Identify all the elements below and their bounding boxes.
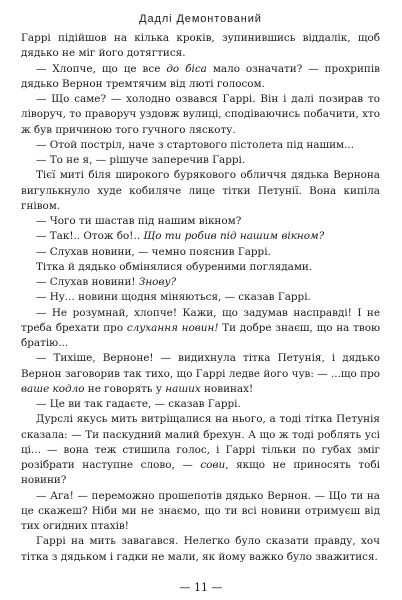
paragraph: — Тихіше, Верноне! — видихнула тітка Петунія, і дядько Вернон заговорив так тихо, що Гаррі ледве його чув: — ...що про ваше кодло не говорять у наших новинах! (21, 352, 380, 395)
paragraph: — Так!.. Отож бо!.. Що ти робив під нашим вікном? (36, 230, 325, 243)
paragraph: — Хлопче, що це все до біса мало означати? — прохрипів дядько Вернон тремтячим від люті голосом. (21, 62, 380, 90)
paragraph: — Слухав новини! Знову? (36, 276, 177, 288)
paragraph: Тітка й дядько обмінялися обуреними поглядами. (36, 260, 313, 273)
body-text (21, 31, 380, 565)
paragraph: — Слухав новини, — чемно пояснив Гаррі. (36, 245, 271, 258)
paragraph: — Отой постріл, наче з стартового пістолета під нашим... (36, 138, 355, 151)
paragraph: — То не я, — рішуче заперечив Гаррі. (36, 154, 246, 166)
paragraph: — Ну... новини щодня міняються, — сказав Гаррі. (36, 291, 311, 304)
paragraph: Дурслі якусь мить витріщалися на нього, а тоді тітка Петунія сказала: — Ти паскудний малий брехун. А що ж тоді роблять усі ці... — вона теж стишила голос, і Гаррі тільки по губах зміг розібрати наступне слово, — сови, якщо не приносять тобі новини? (21, 413, 380, 487)
paragraph: — Не розумнай, хлопче! Кажи, що задумав насправді! І не треба брехати про слухання новин! Ти добре знаєш, що на твою братію... (21, 306, 381, 349)
paragraph: Гаррі на мить завагався. Нелегко було сказати правду, хоч тітка з дядьком і гадки не мали, як йому важко було зважитися. (21, 535, 380, 563)
page-number: — 11 — (179, 581, 223, 594)
paragraph: — Чого ти шастав під нашим вікном? (36, 215, 242, 227)
paragraph: — Це ви так гадаєте, — сказав Гаррі. (36, 398, 241, 410)
paragraph: — Що саме? — холодно озвався Гаррі. Він і далі позирав то ліворуч, то праворуч уздовж вулиці, сподіваючись побачити, хто ж був причиною того гучного ляскоту. (21, 93, 380, 136)
running-title: Дадлі Демонтований (139, 13, 262, 25)
paragraph: — Ага! — переможно прошепотів дядько Вернон. — Що ти на це скажеш? Ніби ми не знаємо, що ти всі новини отримуєш від тих огидних птахів! (21, 489, 380, 532)
paragraph: Гаррі підійшов на кілька кроків, зупинившись віддалік, щоб дядько не міг його дотягтися. (21, 32, 380, 60)
paragraph: Тієї миті біля широкого бурякового обличчя дядька Вернона вигулькнуло худе кобиляче лице тітки Петунії. Вона кипіла гнівом. (21, 169, 380, 212)
